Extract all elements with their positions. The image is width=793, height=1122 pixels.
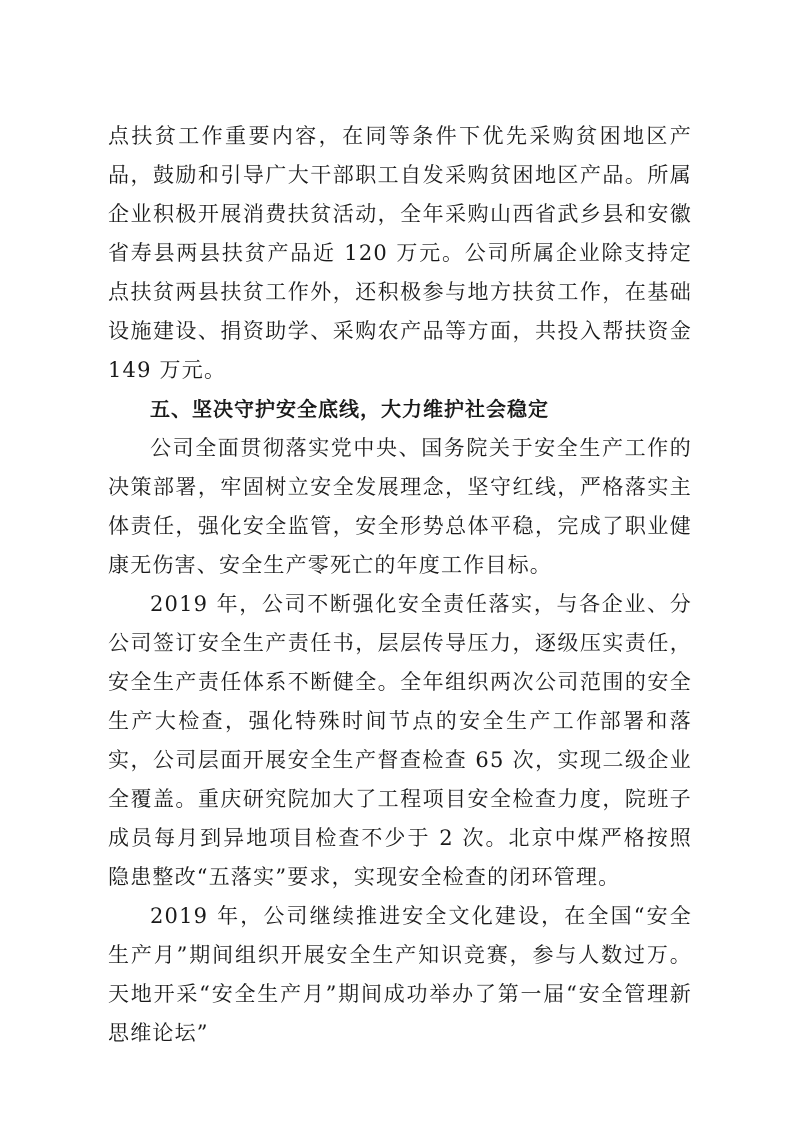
paragraph-safety-overview: 公司全面贯彻落实党中央、国务院关于安全生产工作的决策部署，牢固树立安全发展理念，坚守红线，严格落实主体责任，强化安全监管，安全形势总体平稳，完成了职业健康无伤害、安全生产零死亡的年度工作目标。 bbox=[108, 436, 692, 577]
paragraph-safety-culture: 2019 年，公司继续推进安全文化建设，在全国“安全生产月”期间组织开展安全生产知识竞赛，参与人数过万。天地开采“安全生产月”期间成功举办了第一届“安全管理新思维论坛” bbox=[108, 904, 692, 1045]
paragraph-poverty-alleviation-continued: 点扶贫工作重要内容，在同等条件下优先采购贫困地区产品，鼓励和引导广大干部职工自发采购贫困地区产品。所属企业积极开展消费扶贫活动，全年采购山西省武乡县和安徽省寿县两县扶贫产品近 120 万元。公司所属企业除支持定点扶贫两县扶贫工作外，还积极参与地方扶贫工作，在基础设施建设、捐资助学、采购农产品等方面，共投入帮扶资金 149 万元。 bbox=[108, 124, 692, 382]
section-heading-safety: 五、坚决守护安全底线，大力维护社会稳定 bbox=[150, 397, 549, 421]
document-body bbox=[108, 117, 692, 1053]
paragraph-safety-responsibility: 2019 年，公司不断强化安全责任落实，与各企业、分公司签订安全生产责任书，层层传导压力，逐级压实责任，安全生产责任体系不断健全。全年组织两次公司范围的安全生产大检查，强化特殊时间节点的安全生产工作部署和落实，公司层面开展安全生产督查检查 65 次，实现二级企业全覆盖。重庆研究院加大了工程项目安全检查力度，院班子成员每月到异地项目检查不少于 2 次。北京中煤严格按照隐患整改“五落实”要求，实现安全检查的闭环管理。 bbox=[108, 592, 692, 889]
